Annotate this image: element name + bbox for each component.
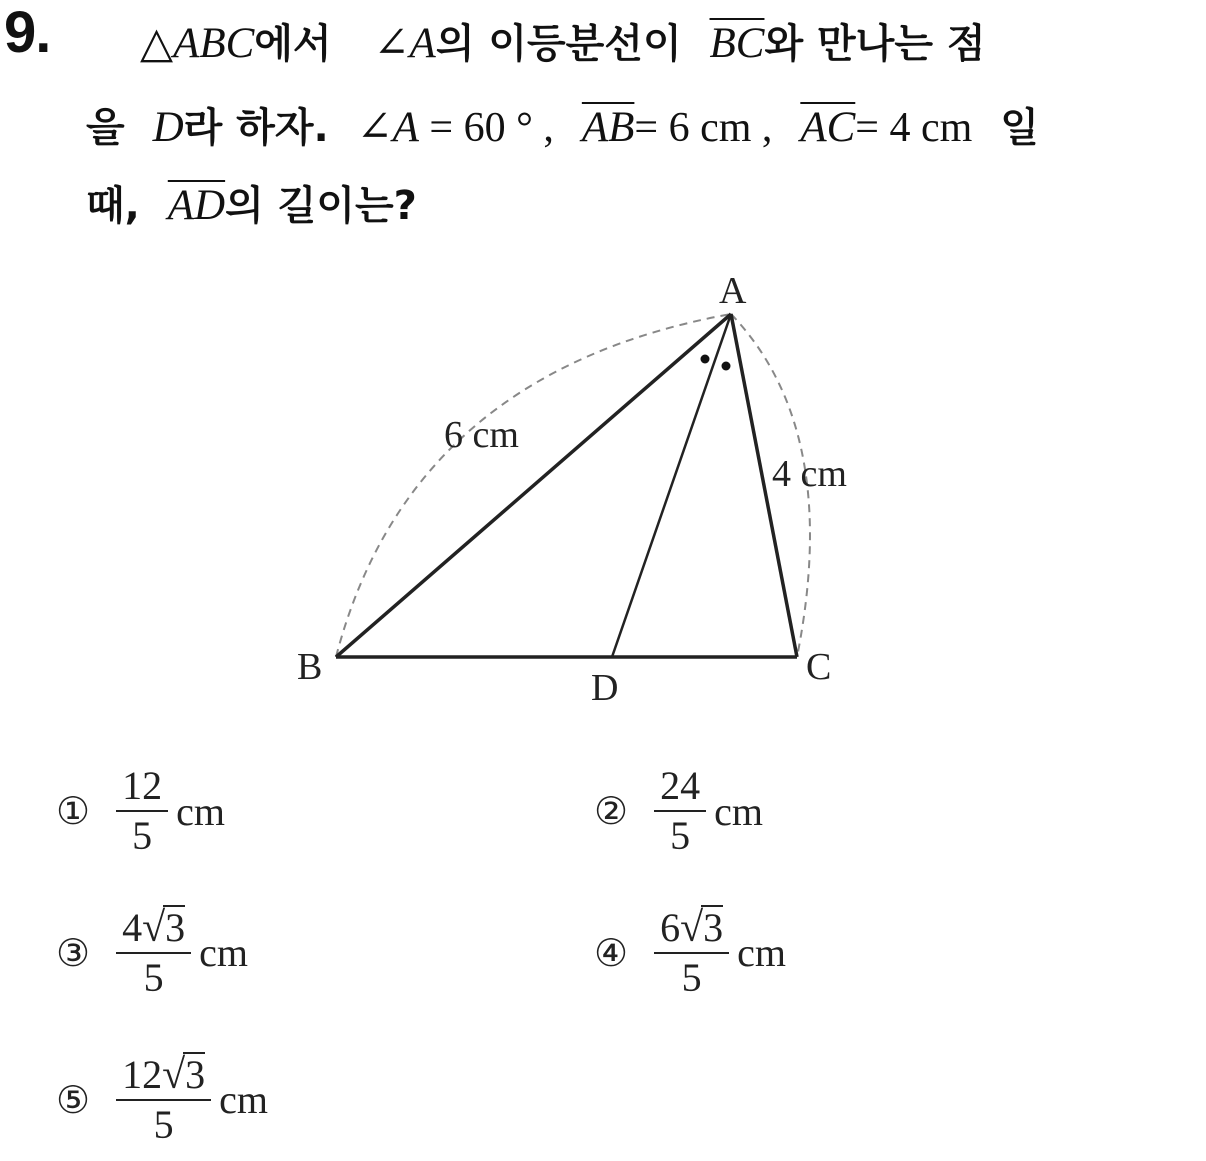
triangle-abc: △ABC <box>140 20 255 67</box>
point-d: D <box>152 104 184 151</box>
radical-sign: √ <box>142 905 166 951</box>
unit: cm <box>176 788 225 834</box>
fraction-bar <box>654 952 729 954</box>
fraction <box>116 764 168 858</box>
denominator: 5 <box>153 1102 174 1147</box>
denominator: 5 <box>132 813 153 858</box>
label-d: D <box>591 667 619 709</box>
radicand: 3 <box>185 1052 206 1097</box>
segment-bc: $\overline{BC}$ <box>709 20 765 67</box>
choice-mark: ④ <box>594 930 629 975</box>
denominator: 5 <box>681 955 702 1000</box>
unit: cm <box>714 788 763 834</box>
coefficient: 4 <box>122 905 143 950</box>
equation: = 4 cm <box>855 105 973 151</box>
label-ac-length: 4 cm <box>772 453 847 495</box>
unit: cm <box>199 930 249 975</box>
denominator: 5 <box>143 955 164 1000</box>
label-b: B <box>297 646 323 688</box>
fraction-bar <box>654 810 706 812</box>
choice-mark: ③ <box>56 930 91 975</box>
numerator <box>116 905 191 950</box>
fraction <box>116 905 191 1000</box>
text: 의 길이는? <box>225 183 417 229</box>
radicand: 3 <box>703 905 724 950</box>
text: 일 <box>1000 105 1039 151</box>
angle-a: ∠A <box>373 20 436 67</box>
coefficient: 12 <box>122 1052 163 1097</box>
square-root <box>680 905 723 949</box>
numerator: 12 <box>122 763 163 808</box>
numerator: 24 <box>660 763 701 808</box>
equation: = 60 ° , <box>418 105 554 151</box>
label-ab-length: 6 cm <box>444 414 519 456</box>
fraction <box>116 1052 211 1147</box>
fraction <box>654 905 729 1000</box>
choice-4[interactable] <box>594 905 786 1000</box>
segment-ab: $\overline{AB}$ <box>581 104 635 151</box>
label-a: A <box>719 270 747 312</box>
text: 라 하자. <box>183 105 329 151</box>
fraction-bar <box>116 1099 211 1101</box>
radicand: 3 <box>165 905 186 950</box>
unit: cm <box>219 1077 269 1122</box>
fraction-bar <box>116 810 168 812</box>
angle-a: ∠A <box>356 104 419 151</box>
text: 때, <box>86 183 140 229</box>
segment-ac: $\overline{AC}$ <box>800 104 856 151</box>
choice-mark: ① <box>56 789 91 833</box>
choice-2[interactable] <box>594 764 763 858</box>
coefficient: 6 <box>660 905 681 950</box>
numerator <box>116 1052 211 1097</box>
angle-mark-dot <box>722 362 731 371</box>
label-c: C <box>806 646 832 688</box>
fraction-bar <box>116 952 191 954</box>
equation: = 6 cm , <box>634 105 773 151</box>
radical-sign: √ <box>680 905 704 951</box>
choice-3[interactable] <box>56 905 248 1000</box>
denominator: 5 <box>670 813 691 858</box>
radical-sign: √ <box>162 1052 186 1098</box>
text: 을 <box>86 105 125 151</box>
question-number: 9. <box>4 0 51 65</box>
choice-mark: ⑤ <box>56 1077 91 1122</box>
text: 와 만나는 점 <box>764 21 986 67</box>
choice-mark: ② <box>594 789 629 833</box>
choice-5[interactable] <box>56 1052 268 1147</box>
angle-mark-dot <box>701 355 710 364</box>
choice-1[interactable] <box>56 764 225 858</box>
square-root <box>162 1052 205 1096</box>
text: 의 이등분선이 <box>435 21 682 67</box>
fraction <box>654 764 706 858</box>
segment-ad: $\overline{AD}$ <box>167 182 226 229</box>
text: 에서 <box>254 21 332 67</box>
square-root <box>142 905 185 949</box>
unit: cm <box>737 930 787 975</box>
numerator <box>654 905 729 950</box>
